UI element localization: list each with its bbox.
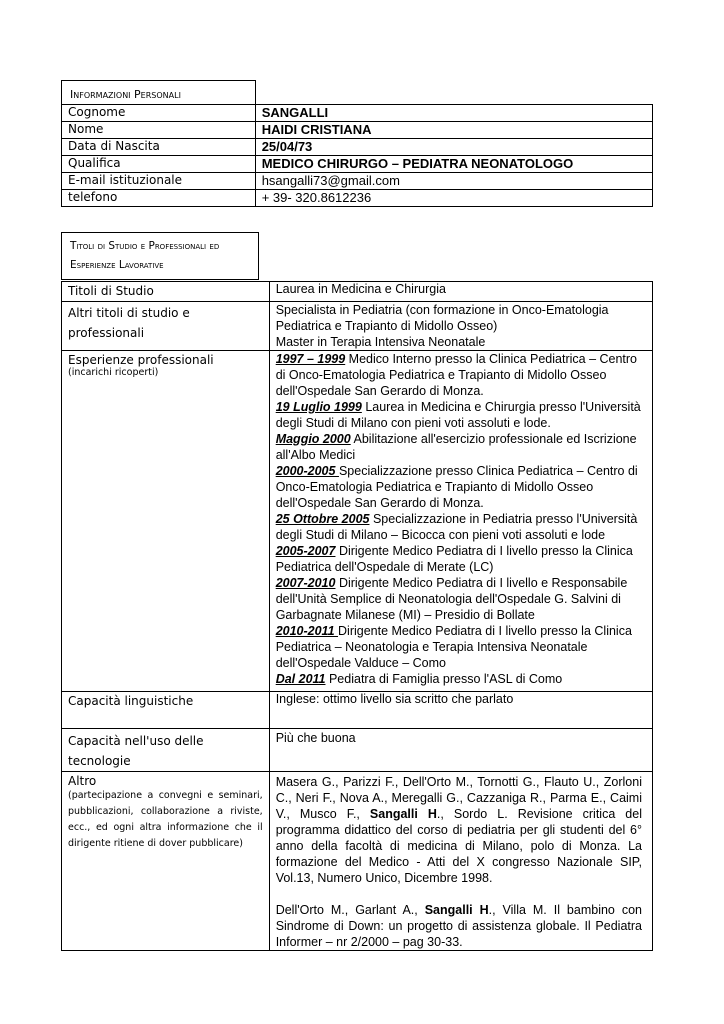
pub-authors: Masera G., Parizzi F., Dell'Orto M., Tornotti G., Flauto U., Zorloni C., Neri F., Nova A., Meregalli G., Cazzaniga R., Parma E., Caimi V., Musco F., bbox=[275, 775, 642, 821]
list-item bbox=[276, 511, 642, 543]
field-label: Titoli di Studio bbox=[62, 282, 270, 302]
entry-text: Dirigente Medico Pediatra di I livello presso la Clinica Pediatrica – Neonatologia e Terapia Intensiva Neonatale dell'Ospedale Valduce – Como bbox=[275, 624, 632, 670]
altri-value bbox=[269, 302, 652, 351]
table-row bbox=[62, 139, 653, 156]
pub-author-highlight: Sangalli H bbox=[424, 903, 489, 917]
field-label: Capacità linguistiche bbox=[62, 692, 270, 729]
entry-text: Abilitazione all'esercizio professionale ed Iscrizione all'Albo Medici bbox=[275, 432, 637, 462]
titles-header bbox=[61, 232, 259, 280]
list-item bbox=[276, 575, 642, 623]
altri-value-line2: Pediatrica e Trapianto di Midollo Osseo) bbox=[275, 319, 498, 333]
entry-date: 2005-2007 bbox=[275, 544, 336, 558]
table-row bbox=[62, 302, 653, 351]
entry-text: Laurea in Medicina e Chirurgia presso l'Università degli Studi di Milano con pieni voti assoluti e lode. bbox=[275, 400, 641, 430]
pub-authors: Dell'Orto M., Garlant A., bbox=[275, 903, 425, 917]
entry-text: Medico Interno presso la Clinica Pediatrica – Centro di Onco-Ematologia Pediatrica e Trapianto di Midollo Osseo dell'Ospedale San Gerardo di Monza. bbox=[275, 352, 638, 398]
list-item bbox=[276, 351, 642, 399]
field-label: Qualifica bbox=[62, 156, 256, 173]
table-row bbox=[62, 156, 653, 173]
table-row bbox=[62, 173, 653, 190]
personal-info-title: Informazioni Personali bbox=[70, 88, 181, 101]
esperienze-sublabel: (incarichi ricoperti) bbox=[68, 367, 159, 378]
entry-text: Dirigente Medico Pediatra di I livello presso la Clinica Pediatrica dell'Ospedale di Merate (LC) bbox=[275, 544, 633, 574]
qualification-value: MEDICO CHIRURGO – PEDIATRA NEONATOLOGO bbox=[255, 156, 652, 173]
field-label bbox=[62, 729, 270, 772]
altro-label: Altro bbox=[68, 774, 97, 788]
field-label: telefono bbox=[62, 190, 256, 207]
entry-text: Specializzazione presso Clinica Pediatrica – Centro di Onco-Ematologia Pediatrica e Trapianto di Midollo Osseo dell'Ospedale San Gerardo di Monza. bbox=[275, 464, 638, 510]
field-label: Cognome bbox=[62, 105, 256, 122]
tecnologie-label-line1: Capacità nell'uso delle bbox=[68, 734, 204, 748]
altri-label-line1: Altri titoli di studio e bbox=[68, 306, 190, 320]
pub-text: ., Villa M. Il bambino con Sindrome di Down: un progetto di assistenza globale. Il Pediatra Informer – nr 2/2000 – pag 30-33. bbox=[275, 903, 642, 949]
table-row bbox=[62, 772, 653, 951]
name-value: HAIDI CRISTIANA bbox=[255, 122, 652, 139]
list-item bbox=[276, 399, 642, 431]
altro-sublabel: (partecipazione a convegni e seminari, pubblicazioni, collaborazione a riviste, ecc., ed ogni altra informazione che il dirigente ritiene di dover pubblicare) bbox=[68, 790, 263, 849]
pub-text: ., Sordo L. Revisione critica del programma didattico del corso di pediatria per gli studenti del 6° anno della facoltà di medicina di Milano, polo di Monza. La formazione del Medico - Atti del X congresso Nazionale SIP, Vol.13, Numero Unico, Dicembre 1998. bbox=[275, 807, 642, 885]
personal-info-table bbox=[61, 104, 653, 207]
entry-date: 1997 – 1999 bbox=[275, 352, 346, 366]
list-item bbox=[276, 543, 642, 575]
altri-value-line3: Master in Terapia Intensiva Neonatale bbox=[275, 335, 486, 349]
list-item bbox=[276, 431, 642, 463]
field-label bbox=[62, 302, 270, 351]
birthdate-value: 25/04/73 bbox=[255, 139, 652, 156]
esperienze-label: Esperienze professionali bbox=[68, 353, 214, 367]
table-row bbox=[62, 351, 653, 692]
titles-title-line2: Esperienze Lavorative bbox=[70, 259, 164, 271]
email-value: hsangalli73@gmail.com bbox=[255, 173, 652, 190]
list-item bbox=[276, 623, 642, 671]
list-item bbox=[276, 463, 642, 511]
titles-table bbox=[61, 281, 653, 951]
field-label bbox=[62, 351, 270, 692]
list-item bbox=[276, 671, 642, 687]
altri-label-line2: professionali bbox=[68, 326, 145, 340]
entry-date: 19 Luglio 1999 bbox=[275, 400, 362, 414]
entry-date: 2007-2010 bbox=[275, 576, 336, 590]
table-row bbox=[62, 190, 653, 207]
entry-text: Pediatra di Famiglia presso l'ASL di Como bbox=[325, 672, 563, 686]
field-label: Nome bbox=[62, 122, 256, 139]
table-row bbox=[62, 282, 653, 302]
pub-author-highlight: Sangalli H bbox=[369, 807, 437, 821]
entry-text: Specializzazione in Pediatria presso l'Università degli Studi di Milano – Bicocca con pieni voti assoluti e lode bbox=[275, 512, 638, 542]
titles-title-line1: Titoli di Studio e Professionali ed bbox=[70, 240, 220, 252]
table-row bbox=[62, 729, 653, 772]
table-row bbox=[62, 105, 653, 122]
publication-2 bbox=[276, 902, 642, 950]
entry-text: Dirigente Medico Pediatra di I livello e Responsabile dell'Unità Semplice di Neonatologia dell'Ospedale G. Salvini di Garbagnate Milanese (MI) – Presidio di Bollate bbox=[275, 576, 628, 622]
studio-value: Laurea in Medicina e Chirurgia bbox=[269, 282, 652, 302]
table-row bbox=[62, 692, 653, 729]
table-row bbox=[62, 122, 653, 139]
personal-info-header bbox=[61, 80, 256, 105]
altri-value-line1: Specialista in Pediatria (con formazione in Onco-Ematologia bbox=[275, 303, 609, 317]
field-label bbox=[62, 772, 270, 951]
field-label: E-mail istituzionale bbox=[62, 173, 256, 190]
entry-date: Maggio 2000 bbox=[275, 432, 351, 446]
tecnologie-label-line2: tecnologie bbox=[68, 754, 131, 768]
entry-date: 2010-2011 bbox=[275, 624, 339, 638]
entry-date: Dal 2011 bbox=[275, 672, 326, 686]
publication-1 bbox=[276, 774, 642, 886]
lingue-value: Inglese: ottimo livello sia scritto che parlato bbox=[269, 692, 652, 729]
field-label: Data di Nascita bbox=[62, 139, 256, 156]
surname-value: SANGALLI bbox=[255, 105, 652, 122]
esperienze-value bbox=[269, 351, 652, 692]
altro-value bbox=[269, 772, 652, 951]
entry-date: 2000-2005 bbox=[275, 464, 339, 478]
entry-date: 25 Ottobre 2005 bbox=[275, 512, 370, 526]
tecnologie-value: Più che buona bbox=[269, 729, 652, 772]
phone-value: + 39- 320.8612236 bbox=[255, 190, 652, 207]
